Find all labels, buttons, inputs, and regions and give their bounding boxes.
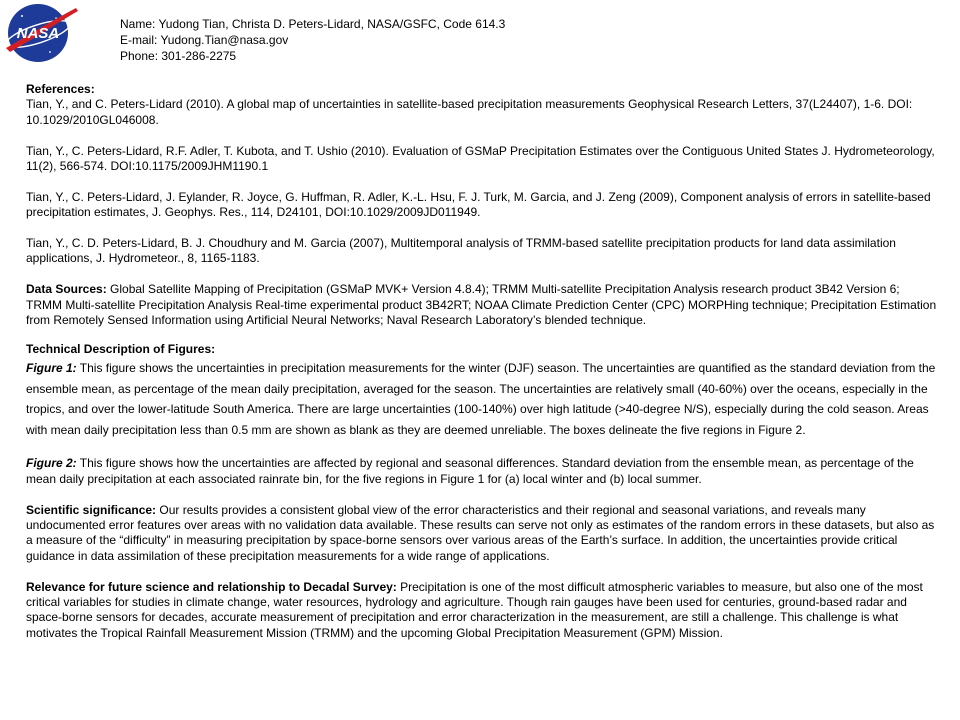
nasa-logo <box>2 2 80 64</box>
figure2-text: This figure shows how the uncertainties are affected by regional and seasonal differences. Standard deviation from the ensemble mean, as percentage of the mean daily precipitation at each associated rainrate bin, for the five regions in Figure 1 for (a) local winter and (b) local summer. <box>26 456 914 486</box>
reference-item: Tian, Y., and C. Peters-Lidard (2010). A global map of uncertainties in satellite-based precipitation measurements Geophysical Research Letters, 37(L24407), 1-6. DOI: 10.1029/2010GL046008. <box>26 97 913 127</box>
references-heading: References: <box>26 82 95 96</box>
significance-text: Our results provides a consistent global view of the error characteristics and their regional and seasonal variations, and reveals many undocumented error features over areas with no validation data available. These results can serve not only as estimates of the random errors in these datasets, but also as a measure of the “difficulty” in measuring precipitation by space-borne sensors over various areas of the Earth’s surface. In addition, the uncertainties provide critical guidance in data assimilation of these precipitation measurements for a wide range of applications. <box>26 502 935 563</box>
significance-section <box>26 503 938 565</box>
data-sources-heading: Data Sources: <box>26 282 107 297</box>
figure2-label: Figure 2: <box>26 456 77 471</box>
technical-heading-row <box>26 342 938 357</box>
significance-heading: Scientific significance: <box>26 502 157 517</box>
data-sources-text: Global Satellite Mapping of Precipitation (GSMaP MVK+ Version 4.8.4); TRMM Multi-satellite Precipitation Analysis research product 3B42 Version 6; TRMM Multi-satellite Precipitation Analysis Real-time experimental product 3B42RT; NOAA Climate Prediction Center (CPC) MORPHing technique; Precipitation Estimation from Remotely Sensed Information using Artificial Neural Networks; Naval Research Laboratory’s blended technique. <box>26 282 937 328</box>
nasa-logo-star <box>49 51 51 53</box>
main-content <box>26 82 938 657</box>
figure1-text: This figure shows the uncertainties in precipitation measurements for the winter (DJF) season. The uncertainties are quantified as the standard deviation from the ensemble mean, as percentage of the mean daily precipitation, averaged for the season. The uncertainties are relatively small (40-60%) over the oceans, especially in the tropics, and over the lower-latitude South America. There are large uncertainties (100-140%) over high latitude (>40-degree N/S), especially during the cold season. Areas with mean daily precipitation less than 0.5 mm are shown as blank as they are deemed unreliable. The boxes delineate the five regions in Figure 2. <box>26 360 936 438</box>
figure2-description <box>26 456 938 487</box>
contact-name: Name: Yudong Tian, Christa D. Peters-Lidard, NASA/GSFC, Code 614.3 <box>120 17 506 31</box>
contact-phone: Phone: 301-286-2275 <box>120 49 237 63</box>
relevance-text: Precipitation is one of the most difficult atmospheric variables to measure, but also one of the most critical variables for studies in climate change, water resources, hydrology and agriculture. Though rain gauges have been used for centuries, ground-based radar and space-borne sensors for decades, accurate measurement of precipitation and error characterization in the measurement, are still a challenge. This challenge is what motivates the Tropical Rainfall Measurement Mission (TRMM) and the upcoming Global Precipitation Measurement (GPM) Mission. <box>26 579 923 640</box>
relevance-heading: Relevance for future science and relationship to Decadal Survey: <box>26 579 397 594</box>
figure1-label: Figure 1: <box>26 360 77 375</box>
technical-heading: Technical Description of Figures: <box>26 342 216 357</box>
contact-block <box>120 16 505 64</box>
relevance-section <box>26 580 938 642</box>
nasa-logo-text: NASA <box>16 25 60 42</box>
references-section <box>26 82 938 128</box>
nasa-logo-star <box>55 17 57 19</box>
reference-item: Tian, Y., C. Peters-Lidard, R.F. Adler, T. Kubota, and T. Ushio (2010). Evaluation of GSMaP Precipitation Estimates over the Contiguous United States J. Hydrometeorology, 11(2), 566-574. DOI:10.1175/2009JHM1190.1 <box>26 143 935 174</box>
figure1-description <box>26 358 938 441</box>
nasa-logo-star <box>21 15 23 17</box>
data-sources-section <box>26 282 938 328</box>
reference-item: Tian, Y., C. D. Peters-Lidard, B. J. Choudhury and M. Garcia (2007), Multitemporal analysis of TRMM-based satellite precipitation products for land data assimilation applications, J. Hydrometeor., 8, 1165-1183. <box>26 236 896 266</box>
reference-item: Tian, Y., C. Peters-Lidard, J. Eylander, R. Joyce, G. Huffman, R. Adler, K.-L. Hsu, F. J. Turk, M. Garcia, and J. Zeng (2009), Component analysis of errors in satellite-based precipitation estimates, J. Geophys. Res., 114, D24101, DOI:10.1029/2009JD011949. <box>26 189 931 220</box>
contact-email: E-mail: Yudong.Tian@nasa.gov <box>120 33 289 47</box>
